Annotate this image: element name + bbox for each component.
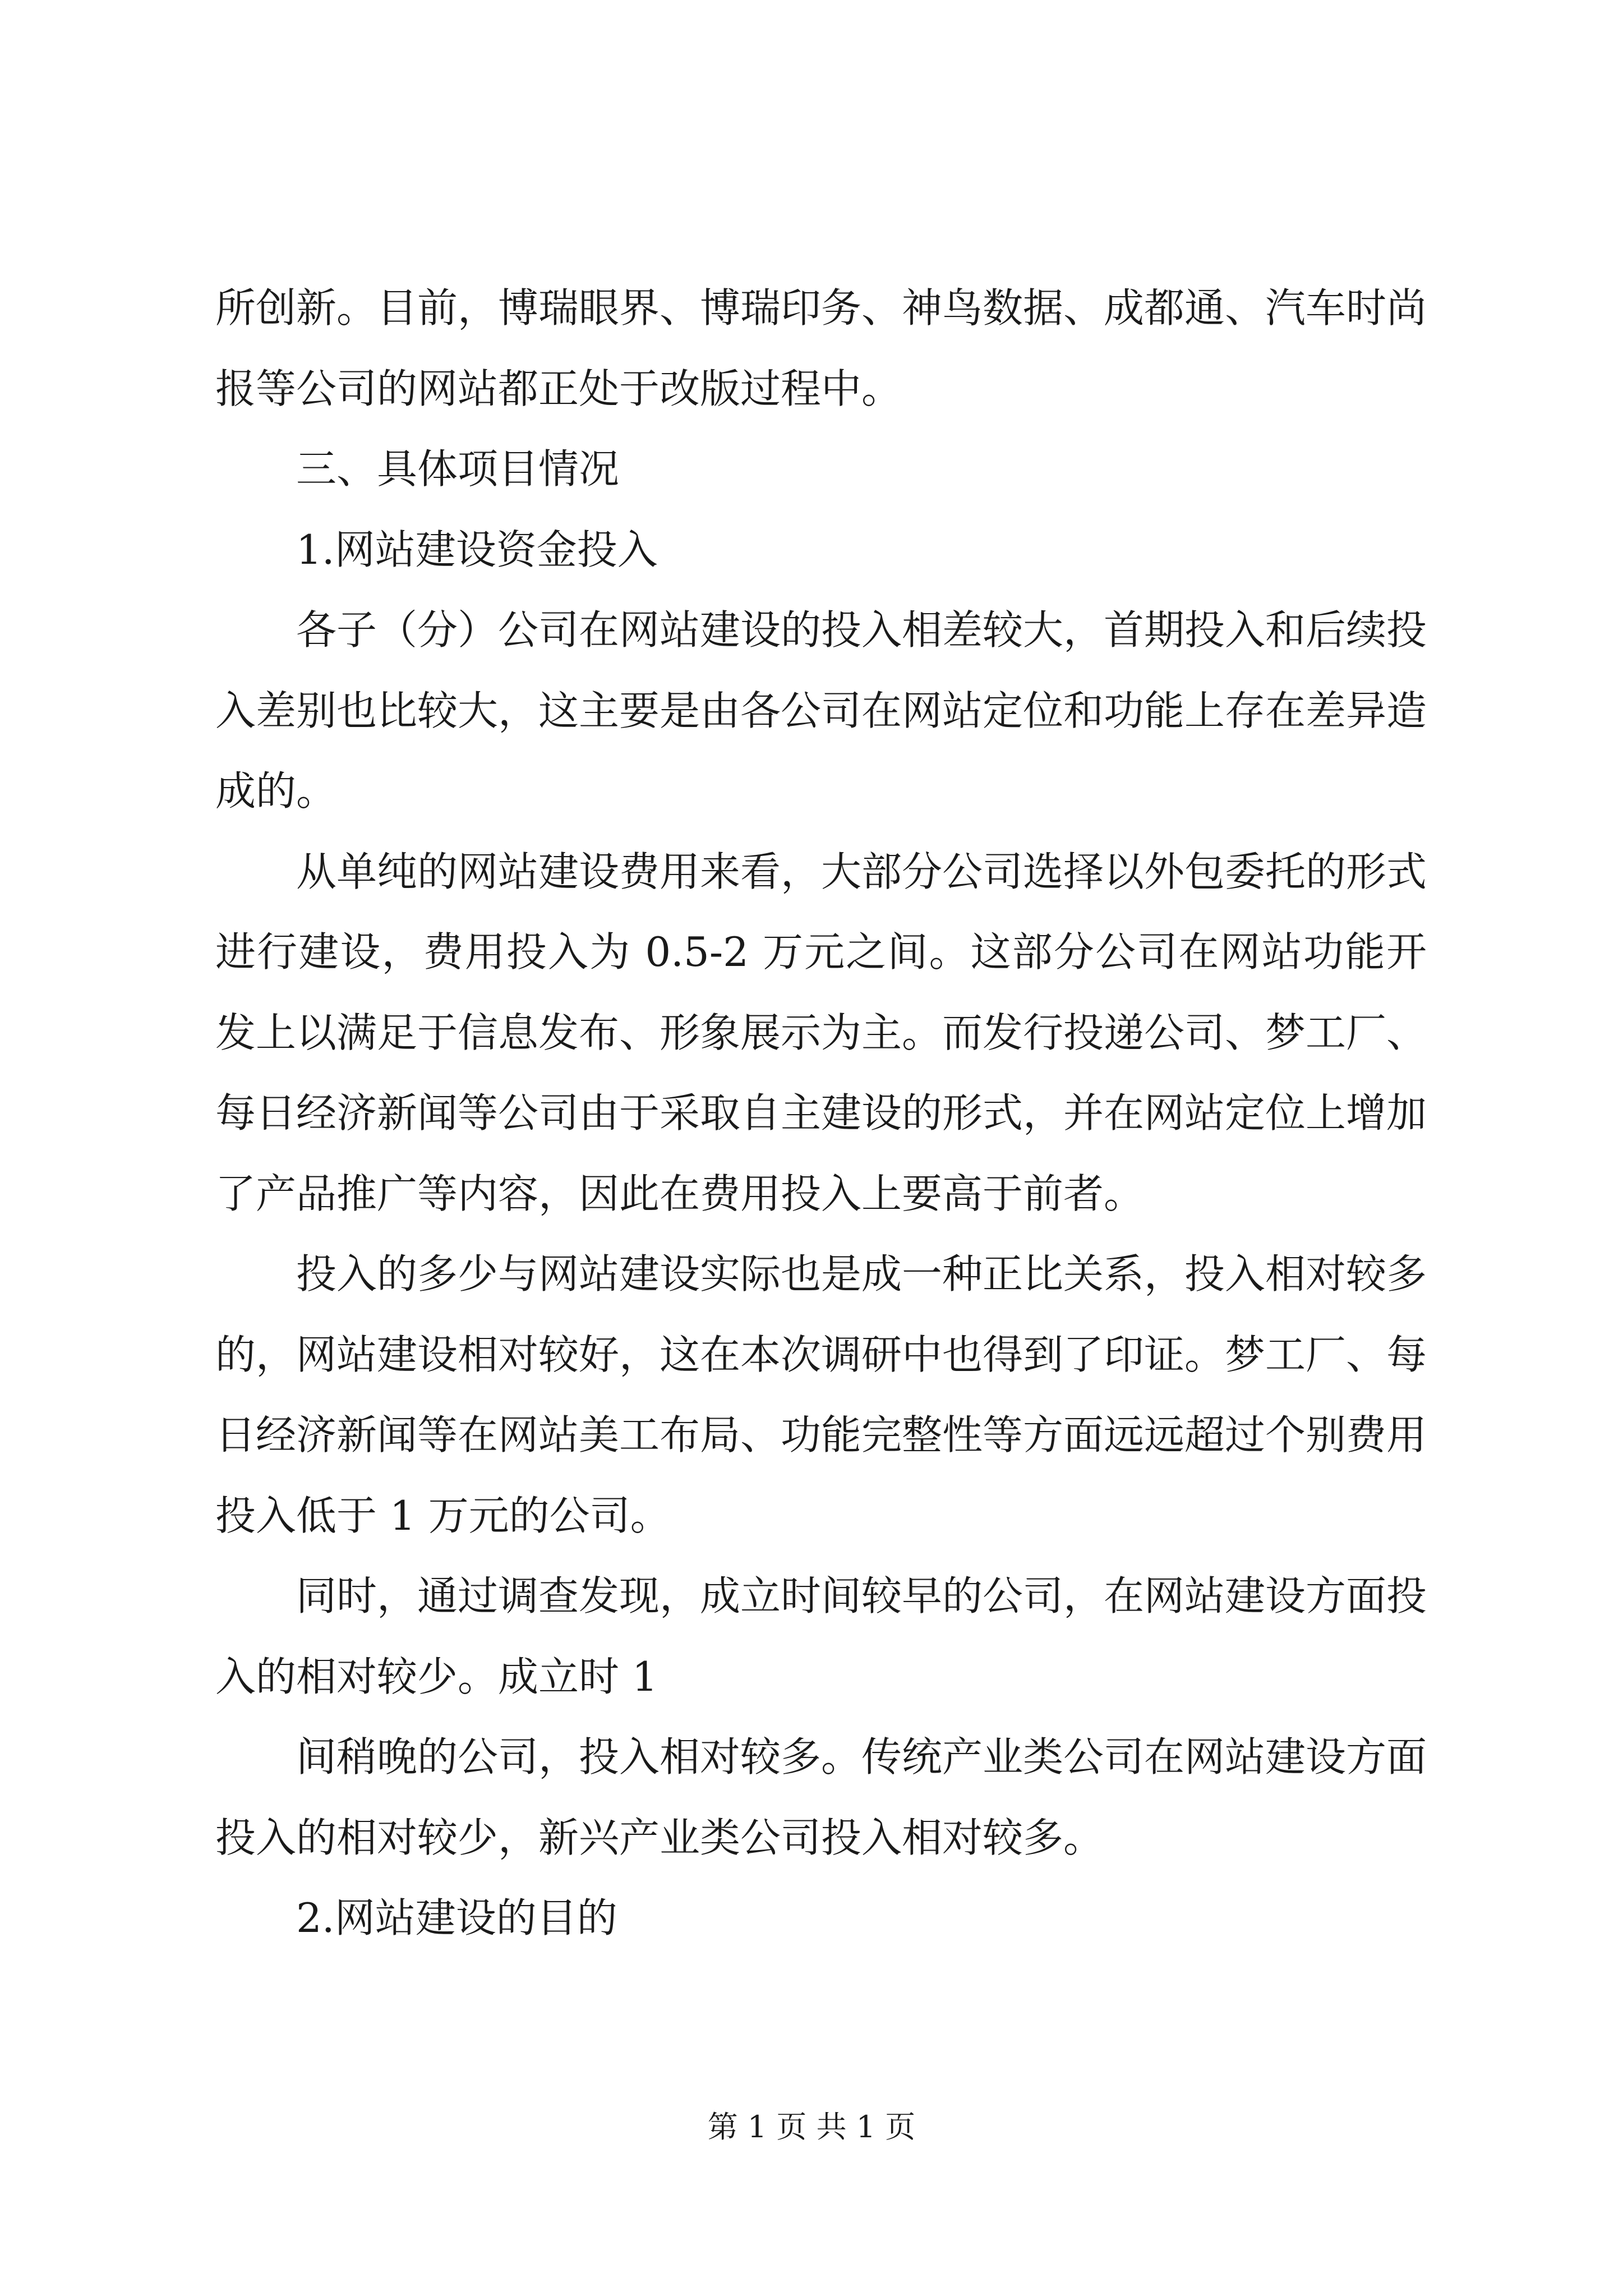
document-body (215, 268, 1427, 1959)
paragraph-continuation: 所创新。目前，博瑞眼界、博瑞印务、神鸟数据、成都通、汽车时尚报等公司的网站都正处于改版过程中。 (215, 284, 1427, 412)
paragraph: 间稍晚的公司，投入相对较多。传统产业类公司在网站建设方面投入的相对较少，新兴产业类公司投入相对较多。 (215, 1733, 1427, 1861)
paragraph: 各子（分）公司在网站建设的投入相差较大，首期投入和后续投入差别也比较大，这主要是由各公司在网站定位和功能上存在差异造成的。 (215, 606, 1427, 815)
subsection-heading-1: 1.网站建设资金投入 (296, 526, 658, 573)
paragraph: 同时，通过调查发现，成立时间较早的公司，在网站建设方面投入的相对较少。成立时 1 (215, 1572, 1427, 1700)
paragraph: 投入的多少与网站建设实际也是成一种正比关系，投入相对较多的，网站建设相对较好，这在本次调研中也得到了印证。梦工厂、每日经济新闻等在网站美工布局、功能完整性等方面远远超过个别费用投入低于 1 万元的公司。 (215, 1250, 1427, 1539)
subsection-heading-2: 2.网站建设的目的 (296, 1894, 617, 1941)
paragraph: 从单纯的网站建设费用来看，大部分公司选择以外包委托的形式进行建设，费用投入为 0.5-2 万元之间。这部分公司在网站功能开发上以满足于信息发布、形象展示为主。而发行投递公司、梦工厂、每日经济新闻等公司由于采取自主建设的形式，并在网站定位上增加了产品推广等内容，因此在费用投入上要高于前者。 (215, 848, 1427, 1217)
section-heading: 三、具体项目情况 (296, 445, 620, 493)
page-number-footer: 第 1 页 共 1 页 (707, 2109, 916, 2145)
